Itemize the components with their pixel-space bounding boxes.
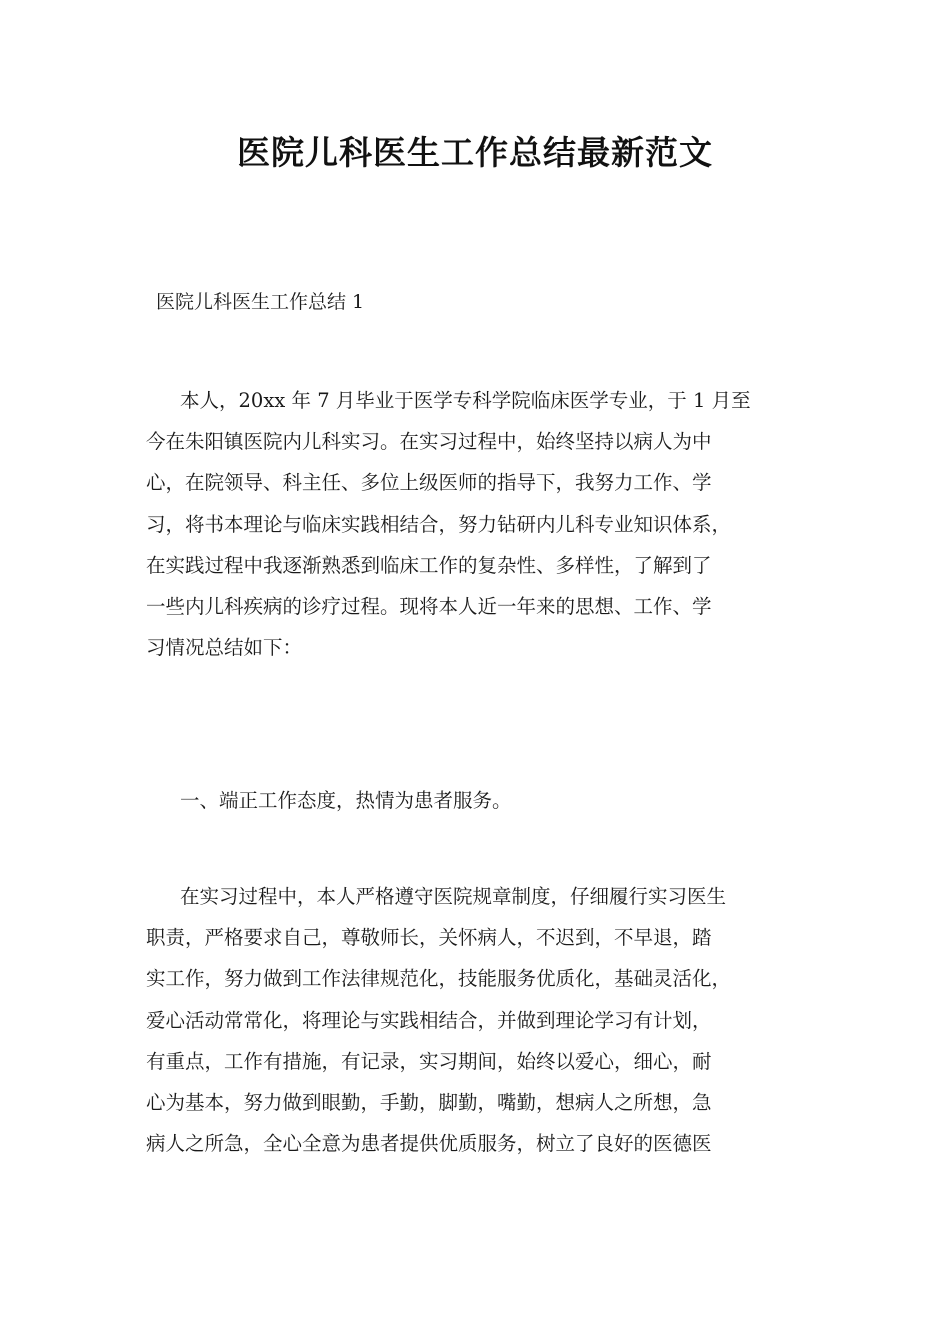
paragraph-intro xyxy=(146,380,822,668)
paragraph-line: 本人，20xx 年 7 月毕业于医学专科学院临床医学专业，于 1 月至 xyxy=(180,389,751,412)
paragraph-line: 实工作，努力做到工作法律规范化，技能服务优质化，基础灵活化， xyxy=(146,967,732,991)
paragraph-line: 习情况总结如下： xyxy=(146,636,303,660)
paragraph-line: 职责，严格要求自己，尊敬师长，关怀病人，不迟到，不早退，踏 xyxy=(146,926,712,950)
section-subtitle: 医院儿科医生工作总结 1 xyxy=(156,291,365,313)
paragraph-line: 在实习过程中，本人严格遵守医院规章制度，仔细履行实习医生 xyxy=(180,885,727,908)
section-heading xyxy=(146,780,822,821)
heading-text: 一、端正工作态度，热情为患者服务。 xyxy=(180,789,512,812)
paragraph-line: 今在朱阳镇医院内儿科实习。在实习过程中，始终坚持以病人为中 xyxy=(146,430,712,454)
paragraph-line: 心为基本，努力做到眼勤，手勤，脚勤，嘴勤，想病人之所想，急 xyxy=(146,1091,712,1115)
paragraph-line: 爱心活动常常化，将理论与实践相结合，并做到理论学习有计划， xyxy=(146,1008,712,1032)
document-title: 医院儿科医生工作总结最新范文 xyxy=(237,133,713,172)
paragraph-line: 病人之所急，全心全意为患者提供优质服务，树立了良好的医德医 xyxy=(146,1132,712,1156)
paragraph-attitude xyxy=(146,876,822,1164)
paragraph-line: 习，将书本理论与临床实践相结合，努力钻研内儿科专业知识体系， xyxy=(146,512,732,536)
paragraph-line: 心，在院领导、科主任、多位上级医师的指导下，我努力工作、学 xyxy=(146,471,712,495)
paragraph-line: 有重点，工作有措施，有记录，实习期间，始终以爱心，细心，耐 xyxy=(146,1049,712,1073)
paragraph-line: 在实践过程中我逐渐熟悉到临床工作的复杂性、多样性，了解到了 xyxy=(146,553,712,577)
paragraph-line: 一些内儿科疾病的诊疗过程。现将本人近一年来的思想、工作、学 xyxy=(146,595,712,619)
